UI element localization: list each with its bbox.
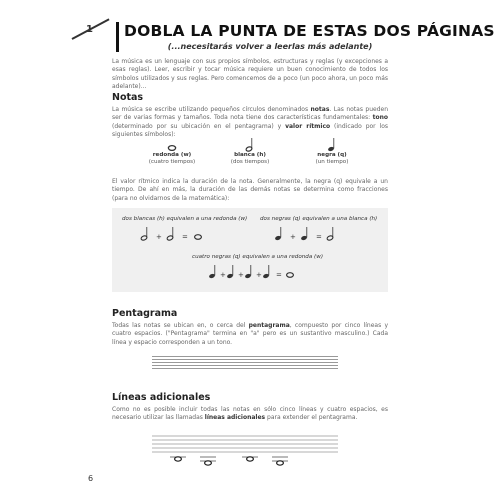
notas-heading: Notas [112, 92, 144, 103]
equation-1-symbols [140, 226, 220, 242]
whole-note-icon [287, 273, 294, 278]
svg-text:=: = [276, 271, 282, 279]
svg-text:+: + [156, 233, 162, 241]
quarter-note-icon [226, 265, 233, 279]
equation-3-label: cuatro negras (q) equivalen a una redonda (w) [192, 254, 323, 260]
pentagrama-heading: Pentagrama [112, 308, 178, 319]
lineas-paragraph: Como no es posible incluir todas las notas en sólo cinco líneas y cuatro espacios, es necesario utilizar las llamadas líneas adicionales para extender el pentagrama. [112, 406, 388, 422]
page-number: 6 [88, 474, 94, 483]
page-title: DOBLA LA PUNTA DE ESTAS DOS PÁGINAS [124, 22, 495, 40]
svg-text:+: + [256, 271, 262, 279]
half-note-icon [166, 227, 173, 241]
note-values-row [112, 138, 388, 178]
equation-1-label: dos blancas (h) equivalen a una redonda (w) [122, 216, 248, 222]
quarter-note-icon [208, 265, 215, 279]
whole-note-icon [175, 457, 182, 461]
svg-text:=: = [182, 233, 188, 241]
title-rule [116, 22, 119, 52]
whole-note-icon [277, 461, 284, 465]
quarter-note-icon [244, 265, 251, 279]
svg-text:+: + [238, 271, 244, 279]
quarter-note-icon [262, 265, 269, 279]
svg-text:+: + [220, 271, 226, 279]
quarter-note-icon [274, 227, 281, 241]
staff-example [152, 356, 338, 371]
notas-paragraph: La música se escribe utilizando pequeños círculos denominados notas. Las notas pueden ser de varias formas y tamaños. Toda nota tiene dos características fundamentales: tono (determinado por su ubicación en el pentagrama) y valor rítmico (indicado por los siguientes símbolos): [112, 106, 389, 139]
half-note-icon [140, 227, 147, 241]
svg-text:+: + [290, 233, 296, 241]
whole-note-icon [205, 461, 212, 465]
quarter-note-icon [327, 138, 337, 152]
rhythm-paragraph: El valor rítmico indica la duración de la nota. Generalmente, la negra (q) equivale a un tiempo. De ahí en más, la duración de las demás notas se determina como fracciones (para no olvidarnos de la matemática): [112, 178, 388, 202]
whole-note-icon [195, 235, 202, 240]
whole-note-icon [167, 138, 177, 152]
note-blanca: blanca (h) (dos tiempos) [220, 138, 280, 166]
equations-box [112, 208, 388, 292]
quarter-note-icon [300, 227, 307, 241]
note-redonda: redonda (w) (cuatro tiempos) [142, 138, 202, 166]
svg-text:=: = [316, 233, 322, 241]
equation-2-label: dos negras (q) equivalen a una blanca (h) [260, 216, 378, 222]
half-note-icon [326, 227, 333, 241]
note-negra: negra (q) (un tiempo) [302, 138, 362, 166]
chapter-tab-rule [72, 18, 110, 39]
ledger-lines-staff [152, 426, 342, 472]
equation-3-symbols [208, 264, 318, 280]
intro-paragraph: La música es un lenguaje con sus propios símbolos, estructuras y reglas (y excepciones a esas reglas). Leer, escribir y tocar música requiere un buen conocimiento de todos los símbolos utilizados y sus reglas. Pero comencemos de a poco (un poco ahora, un poco más adelante)... [112, 58, 388, 91]
lineas-heading: Líneas adicionales [112, 392, 211, 403]
pentagrama-paragraph: Todas las notas se ubican en, o cerca del pentagrama, compuesto por cinco líneas y cuatro espacios. ("Pentagrama" termina en "a" pero es un sustantivo masculino.) Cada línea y espacio corresponden a un tono. [112, 322, 389, 346]
whole-note-icon [247, 457, 254, 461]
page-subtitle: (...necesitarás volver a leerlas más adelante) [167, 42, 373, 51]
half-note-icon [245, 138, 255, 152]
equation-2-symbols [274, 226, 354, 242]
